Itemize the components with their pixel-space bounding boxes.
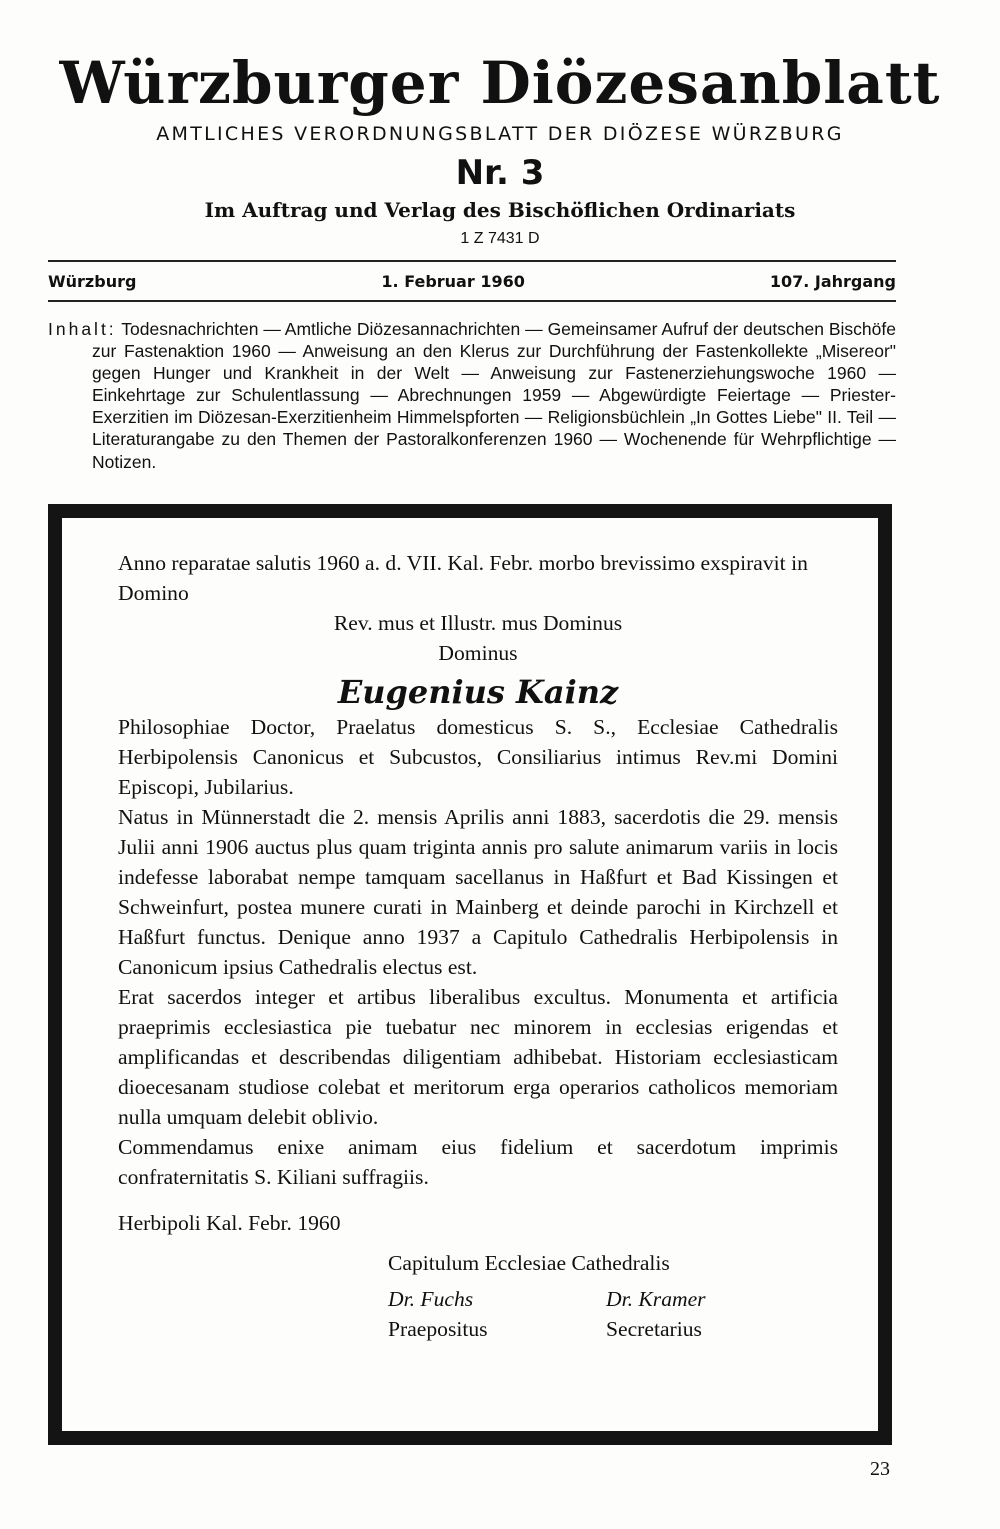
page-number: 23 <box>870 1458 890 1480</box>
honorific-line-2: Dominus <box>438 641 518 665</box>
publisher-line: Im Auftrag und Verlag des Bischöflichen Ordinariats <box>204 198 796 222</box>
obituary-body <box>118 548 838 1344</box>
dateline-volume: 107. Jahrgang <box>769 271 896 291</box>
deceased-biography: Natus in Münnerstadt die 2. mensis Aprilis anni 1883, sacerdotis die 29. mensis Julii anni 1906 auctus plus quam triginta annis pro salute animarum variis in locis indefesse laborabat nempe tamquam sacellanus in Haßfurt et Bad Kissingen et Schweinfurt, postea munere curati in Mainberg et deinde parochi in Kirchzell et Haßfurt functus. Denique anno 1937 a Capitulo Cathedralis Herbipolensis in Canonicum ipsius Cathedralis electus est. <box>118 805 838 979</box>
top-divider <box>48 260 896 262</box>
honorific-line-1: Rev. mus et Illustr. mus Dominus <box>333 611 623 635</box>
dateline-place: Würzburg <box>48 271 137 291</box>
deceased-name: Eugenius Kainz <box>337 673 619 711</box>
deceased-merits: Erat sacerdos integer et artibus liberalibus excultus. Monumenta et artificia praeprimis ecclesiastica pie tuebatur nec minorem in ecclesias erigendas et amplificandas et describendas diligentiam adhibebat. Historiam ecclesiasticam dioecesanam studiose colebat et meritorum erga operarios catholicos memoriam nulla umquam delebit oblivio. <box>118 985 838 1129</box>
masthead-subtitle: AMTLICHES VERORDNUNGSBLATT DER DIÖZESE WÜRZBURG <box>156 123 844 145</box>
contents-text: Todesnachrichten — Amtliche Diözesannachrichten — Gemeinsamer Aufruf der deutschen Bischöfe zur Fastenaktion 1960 — Anweisung an den Klerus zur Durchführung der Fastenkollekte „Misereor" gegen Hunger und Krankheit in der Welt — Anweisung zur Fastenerziehungswoche 1960 — Einkehrtage zur Schulentlassung — Abrechnungen 1959 — Abgewürdigte Feiertage — Priester-Exerzitien im Diözesan-Exerzitienheim Himmelspforten — Religionsbüchlein „In Gottes Liebe" II. Teil — Literaturangabe zu den Themen der Pastoralkonferenzen 1960 — Wochenende für Wehrpflichtige — Notizen. <box>92 319 896 472</box>
dateline <box>48 266 896 296</box>
signatory-name: Dr. Fuchs <box>388 1287 474 1311</box>
postal-code: 1 Z 7431 D <box>460 230 540 247</box>
signatory-row <box>388 1284 838 1344</box>
place-and-date: Herbipoli Kal. Febr. 1960 <box>118 1211 341 1235</box>
signatory <box>606 1284 824 1344</box>
obituary-notice <box>48 504 892 1445</box>
issue-number: Nr. 3 <box>455 153 545 193</box>
contents-label: Inhalt: <box>48 319 117 339</box>
bottom-divider <box>48 300 896 302</box>
commendation: Commendamus enixe animam eius fidelium et sacerdotum imprimis confraternitatis S. Kiliani suffragiis. <box>118 1135 838 1189</box>
table-of-contents <box>48 318 896 473</box>
obituary-opening: Anno reparatae salutis 1960 a. d. VII. Kal. Febr. morbo brevissimo exspiravit in Domino <box>118 551 808 605</box>
masthead-title: Würzburger Diözesanblatt <box>59 49 941 117</box>
signatory <box>388 1284 606 1344</box>
deceased-titles: Philosophiae Doctor, Praelatus domesticus S. S., Ecclesiae Cathedralis Herbipolensis Canonicus et Subcustos, Consiliarius intimus Rev.mi Domini Episcopi, Jubilarius. <box>118 715 838 799</box>
signatory-role: Praepositus <box>388 1317 488 1341</box>
signatory-name: Dr. Kramer <box>606 1287 706 1311</box>
signatory-body: Capitulum Ecclesiae Cathedralis <box>388 1251 670 1275</box>
dateline-date: 1. Februar 1960 <box>381 271 525 291</box>
signature-block <box>388 1248 838 1344</box>
signatory-role: Secretarius <box>606 1317 702 1341</box>
